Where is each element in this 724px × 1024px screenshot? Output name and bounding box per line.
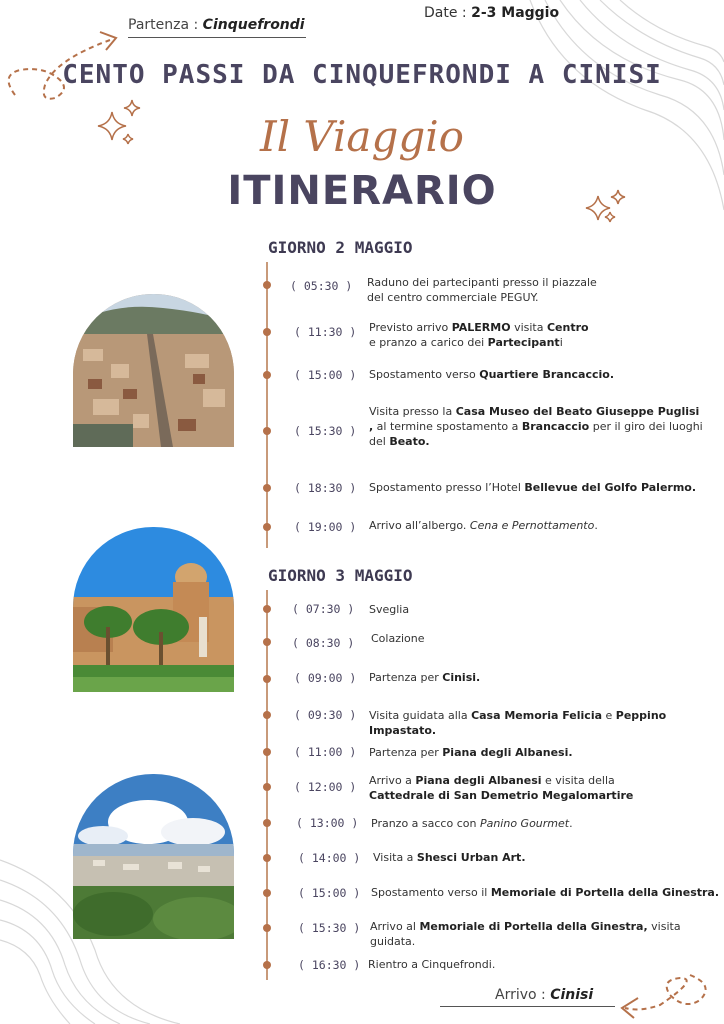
- itinerary-description: [369, 404, 724, 449]
- departure-label: Partenza :: [128, 17, 203, 33]
- timeline-dot: [263, 605, 271, 613]
- itinerary-description: [371, 631, 724, 646]
- time-label: ( 15:30 ): [298, 921, 361, 935]
- timeline-line-day1: [266, 262, 268, 548]
- time-label: ( 09:30 ): [294, 708, 357, 722]
- time-label: ( 18:30 ): [294, 481, 357, 495]
- desc-bold: Beato.: [389, 435, 430, 448]
- time-label: ( 19:00 ): [294, 520, 357, 534]
- desc-text: Sveglia: [369, 603, 410, 616]
- timeline-dot: [263, 281, 271, 289]
- desc-bold: Casa Memoria Felicia: [471, 709, 603, 722]
- desc-text: Raduno dei partecipanti presso il piazzale: [367, 276, 597, 289]
- itinerary-description: [369, 773, 724, 803]
- time-label: ( 08:30 ): [292, 636, 355, 650]
- desc-bold: Brancaccio: [521, 420, 590, 433]
- desc-bold: Piana degli Albanesi: [415, 774, 542, 787]
- date-label: Date :: [424, 5, 472, 21]
- desc-bold: Shesci Urban Art.: [416, 851, 526, 864]
- desc-bold: PALERMO: [451, 321, 511, 334]
- desc-text: Spostamento verso il: [371, 886, 491, 899]
- desc-text: Previsto arrivo: [369, 321, 452, 334]
- timeline-dot: [263, 523, 271, 531]
- timeline-dot: [263, 638, 271, 646]
- desc-text: Visita presso la: [369, 405, 456, 418]
- departure-label-row: [128, 17, 305, 33]
- departure-value: Cinquefrondi: [202, 17, 305, 33]
- desc-text: e visita della: [541, 774, 615, 787]
- timeline-dot: [263, 711, 271, 719]
- itinerary-description: [369, 708, 724, 738]
- itinerary-description: [367, 275, 722, 305]
- itinerary-description: [369, 320, 724, 350]
- time-label: ( 11:30 ): [294, 325, 357, 339]
- desc-text: visita: [510, 321, 547, 334]
- itinerary-description: [371, 885, 724, 900]
- timeline-dot: [263, 427, 271, 435]
- date-value: 2-3 Maggio: [471, 5, 560, 21]
- desc-bold: Casa Museo del Beato Giuseppe Puglisi: [455, 405, 700, 418]
- time-label: ( 07:30 ): [292, 602, 355, 616]
- piana-albanesi-photo: [73, 774, 234, 939]
- timeline-dot: [263, 924, 271, 932]
- cathedral-palermo-photo: [73, 527, 234, 692]
- day1-heading: GIORNO 2 MAGGIO: [268, 238, 413, 257]
- desc-bold: Memoriale di Portella della Ginestra,: [419, 920, 648, 933]
- desc-text: Partenza per: [369, 671, 443, 684]
- desc-italic: Cena e Pernottamento: [469, 519, 595, 532]
- desc-text: al termine spostamento a: [373, 420, 522, 433]
- section-title: ITINERARIO: [227, 168, 497, 214]
- timeline-dot: [263, 889, 271, 897]
- script-title: Il Viaggio: [260, 112, 464, 161]
- itinerary-description: [369, 670, 724, 685]
- itinerary-description: [370, 919, 724, 949]
- desc-bold: Piana degli Albanesi.: [442, 746, 573, 759]
- desc-bold: Partecipant: [487, 336, 560, 349]
- time-label: ( 09:00 ): [294, 671, 357, 685]
- itinerary-description: [369, 745, 724, 760]
- desc-text: Arrivo al: [370, 920, 420, 933]
- arrival-underline: [440, 1006, 615, 1007]
- time-label: ( 11:00 ): [294, 745, 357, 759]
- itinerary-description: [368, 957, 723, 972]
- desc-text: del centro commerciale PEGUY.: [367, 291, 539, 304]
- desc-bold: Cattedrale di San Demetrio Megalomartire: [369, 789, 634, 802]
- desc-text: e: [602, 709, 616, 722]
- timeline-dot: [263, 783, 271, 791]
- time-label: ( 15:00 ): [298, 886, 361, 900]
- time-label: ( 05:30 ): [290, 279, 353, 293]
- desc-text: Spostamento presso l’Hotel: [369, 481, 525, 494]
- desc-bold: Memoriale di Portella della Ginestra.: [490, 886, 720, 899]
- itinerary-description: [373, 850, 724, 865]
- desc-bold: Quartiere Brancaccio.: [479, 368, 615, 381]
- departure-underline: [128, 37, 306, 38]
- timeline-dot: [263, 484, 271, 492]
- desc-text: Visita a: [373, 851, 417, 864]
- timeline-dot: [263, 961, 271, 969]
- desc-text: Visita guidata alla: [369, 709, 472, 722]
- desc-text: .: [594, 519, 598, 532]
- desc-text: del: [369, 435, 390, 448]
- time-label: ( 12:00 ): [294, 780, 357, 794]
- desc-bold: Bellevue del Golfo Palermo.: [524, 481, 697, 494]
- desc-text: visita guidata.: [370, 920, 681, 948]
- town-aerial-photo: [73, 294, 234, 447]
- desc-italic: Panino Gourmet: [479, 817, 570, 830]
- timeline-dot: [263, 371, 271, 379]
- desc-text: Arrivo all’albergo.: [369, 519, 470, 532]
- desc-text: Rientro a Cinquefrondi.: [368, 958, 496, 971]
- itinerary-description: [369, 367, 724, 382]
- itinerary-description: [371, 816, 724, 831]
- timeline-dot: [263, 819, 271, 827]
- desc-text: i: [559, 336, 563, 349]
- desc-bold: Cinisi.: [442, 671, 481, 684]
- day2-heading: GIORNO 3 MAGGIO: [268, 566, 413, 585]
- desc-text: Pranzo a sacco con: [371, 817, 480, 830]
- itinerary-description: [369, 602, 724, 617]
- time-label: ( 15:30 ): [294, 424, 357, 438]
- date-row: [424, 5, 559, 21]
- timeline-dot: [263, 328, 271, 336]
- desc-text: e pranzo a carico dei: [369, 336, 488, 349]
- desc-text: Colazione: [371, 632, 425, 645]
- arrival-label-row: [495, 987, 593, 1003]
- arrival-value: Cinisi: [550, 987, 594, 1003]
- desc-text: .: [569, 817, 573, 830]
- timeline-dot: [263, 854, 271, 862]
- timeline-dot: [263, 675, 271, 683]
- timeline-dot: [263, 748, 271, 756]
- main-title: CENTO PASSI DA CINQUEFRONDI A CINISI: [62, 60, 662, 90]
- time-label: ( 13:00 ): [296, 816, 359, 830]
- time-label: ( 14:00 ): [298, 851, 361, 865]
- desc-text: per il giro dei luoghi: [589, 420, 703, 433]
- arrival-label: Arrivo :: [495, 987, 551, 1003]
- desc-text: Arrivo a: [369, 774, 416, 787]
- time-label: ( 15:00 ): [294, 368, 357, 382]
- desc-bold: Centro: [546, 321, 589, 334]
- desc-text: Partenza per: [369, 746, 443, 759]
- itinerary-description: [369, 518, 724, 533]
- itinerary-description: [369, 480, 724, 495]
- desc-bold: ,: [369, 420, 374, 433]
- desc-text: Spostamento verso: [369, 368, 480, 381]
- desc-bold: Peppino Impastato.: [369, 709, 667, 737]
- time-label: ( 16:30 ): [298, 958, 361, 972]
